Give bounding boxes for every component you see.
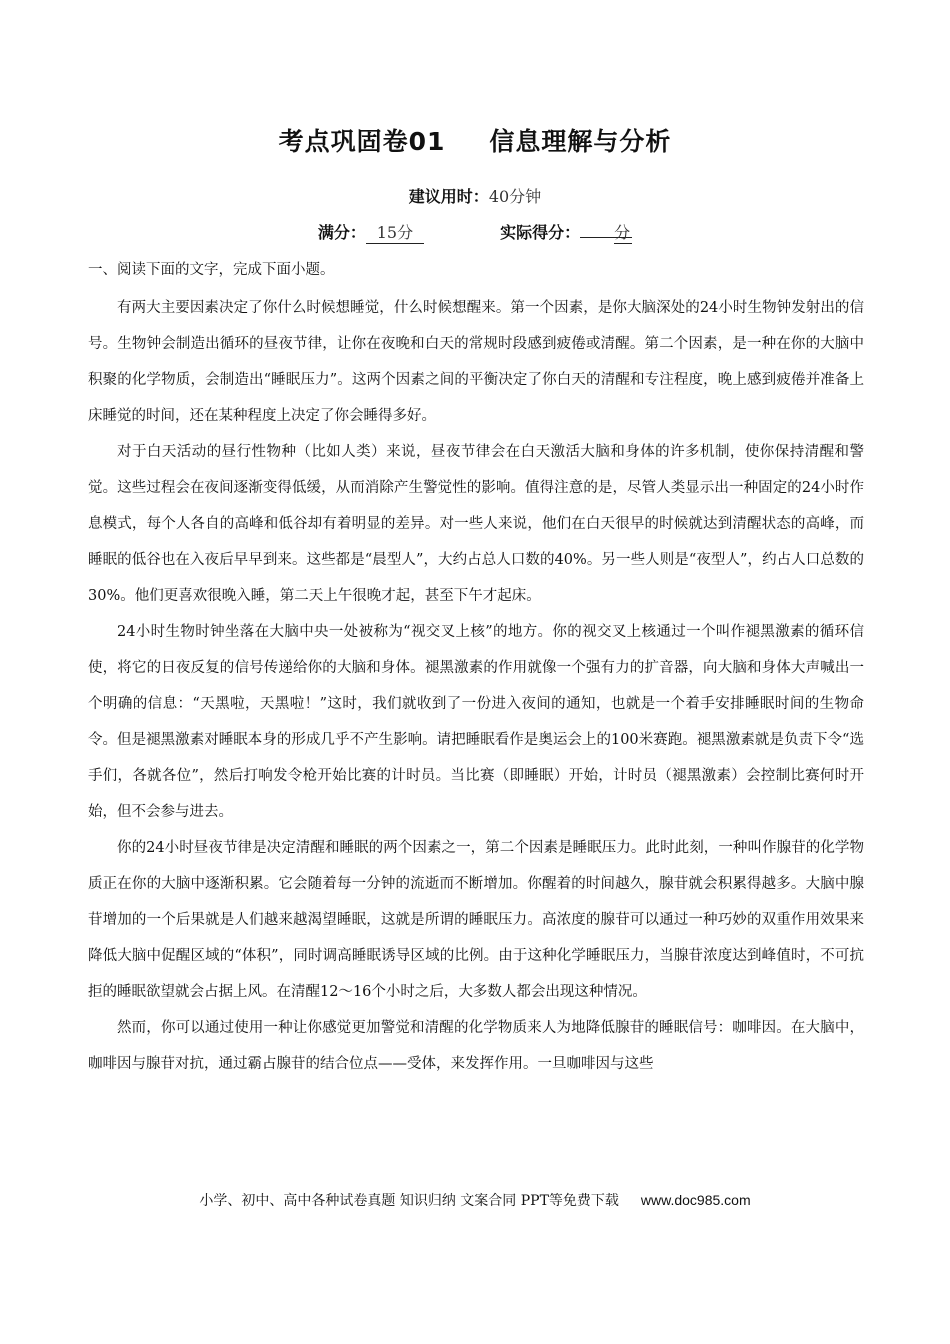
score-value: 15分	[366, 223, 424, 244]
footer-text: 小学、初中、高中各种试卷真题 知识归纳 文案合同 PPT等免费下载	[199, 1193, 619, 1209]
score-line	[0, 220, 950, 244]
paragraph-1: 有两大主要因素决定了你什么时候想睡觉，什么时候想醒来。第一个因素，是你大脑深处的24小时生物钟发射出的信号。生物钟会制造出循环的昼夜节律，让你在夜晚和白天的常规时段感到疲倦或清醒。第二个因素，是一种在你的大脑中积聚的化学物质，会制造出“睡眠压力”。这两个因素之间的平衡决定了你白天的清醒和专注程度，晚上感到疲倦并准备上床睡觉的时间，还在某种程度上决定了你会睡得多好。	[88, 300, 864, 424]
passage	[88, 290, 864, 1082]
paragraph-4: 你的24小时昼夜节律是决定清醒和睡眠的两个因素之一，第二个因素是睡眠压力。此时此刻，一种叫作腺苷的化学物质正在你的大脑中逐渐积累。它会随着每一分钟的流逝而不断增加。你醒着的时间越久，腺苷就会积累得越多。大脑中腺苷增加的一个后果就是人们越来越渴望睡眠，这就是所谓的睡眠压力。高浓度的腺苷可以通过一种巧妙的双重作用效果来降低大脑中促醒区域的“体积”，同时调高睡眠诱导区域的比例。由于这种化学睡眠压力，当腺苷浓度达到峰值时，不可抗拒的睡眠欲望就会占据上风。在清醒12～16个小时之后，大多数人都会出现这种情况。	[88, 840, 864, 1000]
score-label: 满分：	[317, 223, 366, 242]
time-value: 40分钟	[488, 187, 542, 206]
page-title	[0, 122, 950, 158]
time-label: 建议用时：	[408, 187, 489, 206]
page-footer	[0, 1190, 950, 1210]
footer-site-link[interactable]: www.doc985.com	[640, 1192, 751, 1208]
actual-score-label: 实际得分：	[500, 223, 581, 242]
section-heading: 一、阅读下面的文字，完成下面小题。	[88, 262, 335, 278]
actual-score-unit: 分	[614, 223, 631, 242]
paragraph-3: 24小时生物时钟坐落在大脑中央一处被称为“视交叉上核”的地方。你的视交叉上核通过一个叫作褪黑激素的循环信使，将它的日夜反复的信号传递给你的大脑和身体。褪黑激素的作用就像一个强有力的扩音器，向大脑和身体大声喊出一个明确的信息：“天黑啦，天黑啦！”这时，我们就收到了一份进入夜间的通知，也就是一个着手安排睡眠时间的生物命令。但是褪黑激素对睡眠本身的形成几乎不产生影响。请把睡眠看作是奥运会上的100米赛跑。褪黑激素就是负责下令“选手们，各就各位”，然后打响发令枪开始比赛的计时员。当比赛（即睡眠）开始，计时员（褪黑激素）会控制比赛何时开始，但不会参与进去。	[88, 624, 864, 820]
suggested-time	[0, 184, 950, 207]
title-left: 考点巩固卷01	[278, 127, 446, 156]
paragraph-2: 对于白天活动的昼行性物种（比如人类）来说，昼夜节律会在白天激活大脑和身体的许多机制，使你保持清醒和警觉。这些过程会在夜间逐渐变得低缓，从而消除产生警觉性的影响。值得注意的是，尽管人类显示出一种固定的24小时作息模式，每个人各自的高峰和低谷却有着明显的差异。对一些人来说，他们在白天很早的时候就达到清醒状态的高峰，而睡眠的低谷也在入夜后早早到来。这些都是“晨型人”，大约占总人口数的40%。另一些人则是“夜型人”，约占人口总数的30%。他们更喜欢很晚入睡，第二天上午很晚才起，甚至下午才起床。	[88, 444, 864, 604]
paragraph-5: 然而，你可以通过使用一种让你感觉更加警觉和清醒的化学物质来人为地降低腺苷的睡眠信号：咖啡因。在大脑中，咖啡因与腺苷对抗，通过霸占腺苷的结合位点——受体，来发挥作用。一旦咖啡因与这些	[88, 1020, 864, 1072]
title-right: 信息理解与分析	[489, 127, 672, 156]
